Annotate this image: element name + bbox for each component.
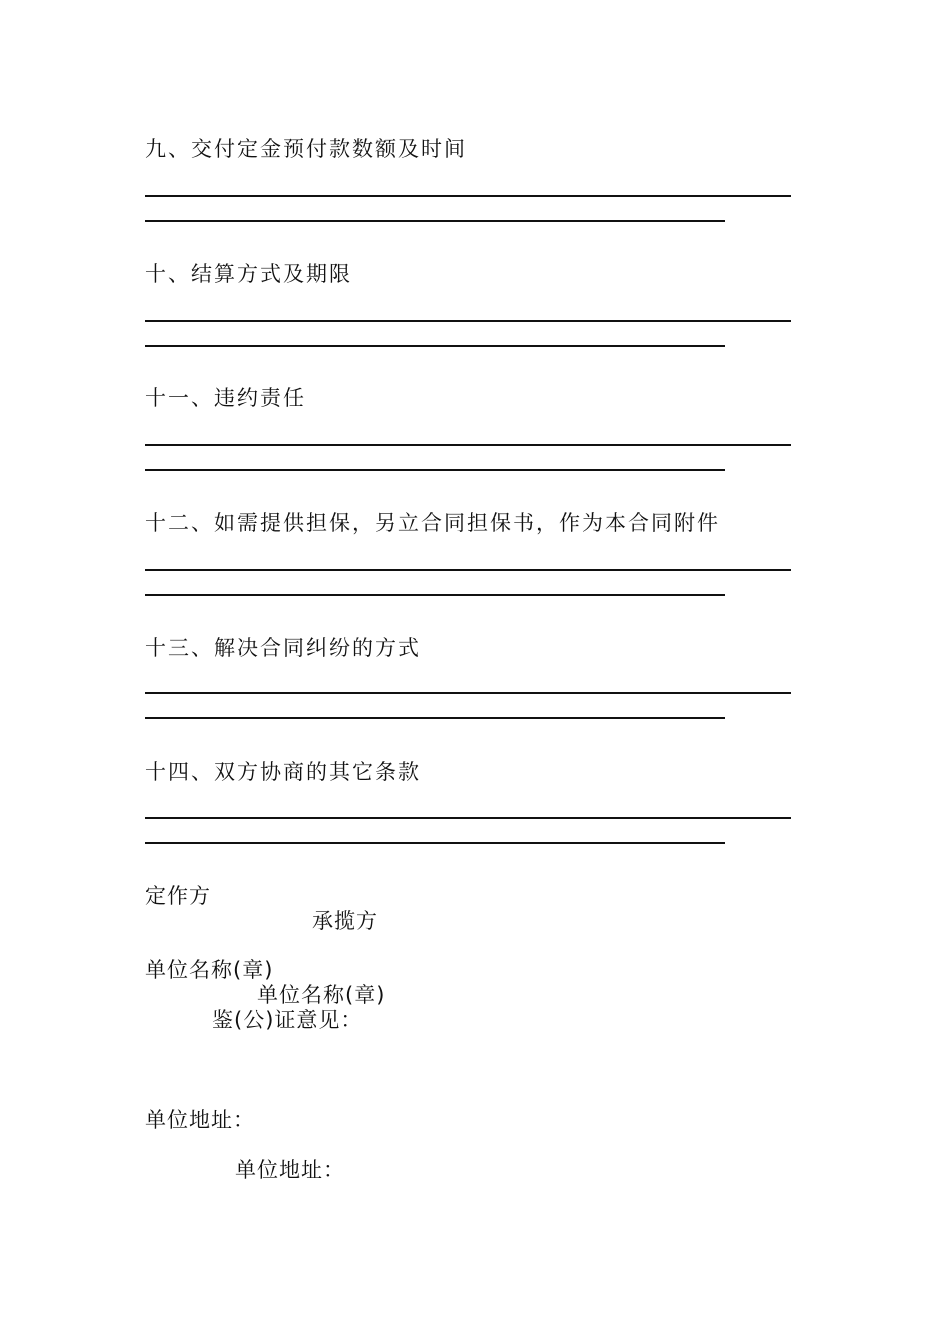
blank-line [145, 692, 791, 694]
contractor-unit-name-label: 单位名称(章) [257, 983, 386, 1007]
section-heading-9: 九、交付定金预付款数额及时间 [145, 137, 467, 161]
blank-line [145, 594, 725, 596]
section-heading-13: 十三、解决合同纠纷的方式 [145, 636, 421, 660]
blank-line [145, 717, 725, 719]
blank-line [145, 345, 725, 347]
notary-opinion-label: 鉴(公)证意见： [212, 1008, 363, 1032]
ordering-party-label: 定作方 [145, 884, 211, 908]
section-heading-12: 十二、如需提供担保，另立合同担保书，作为本合同附件 [145, 511, 720, 535]
ordering-unit-address-label: 单位地址： [145, 1108, 255, 1132]
contractor-label: 承揽方 [312, 909, 378, 933]
blank-line [145, 842, 725, 844]
blank-line [145, 444, 791, 446]
blank-line [145, 195, 791, 197]
blank-line [145, 817, 791, 819]
blank-line [145, 320, 791, 322]
contractor-unit-address-label: 单位地址： [235, 1158, 345, 1182]
blank-line [145, 469, 725, 471]
section-heading-11: 十一、违约责任 [145, 386, 306, 410]
ordering-unit-name-label: 单位名称(章) [145, 958, 274, 982]
section-heading-10: 十、结算方式及期限 [145, 262, 352, 286]
section-heading-14: 十四、双方协商的其它条款 [145, 760, 421, 784]
blank-line [145, 220, 725, 222]
blank-line [145, 569, 791, 571]
